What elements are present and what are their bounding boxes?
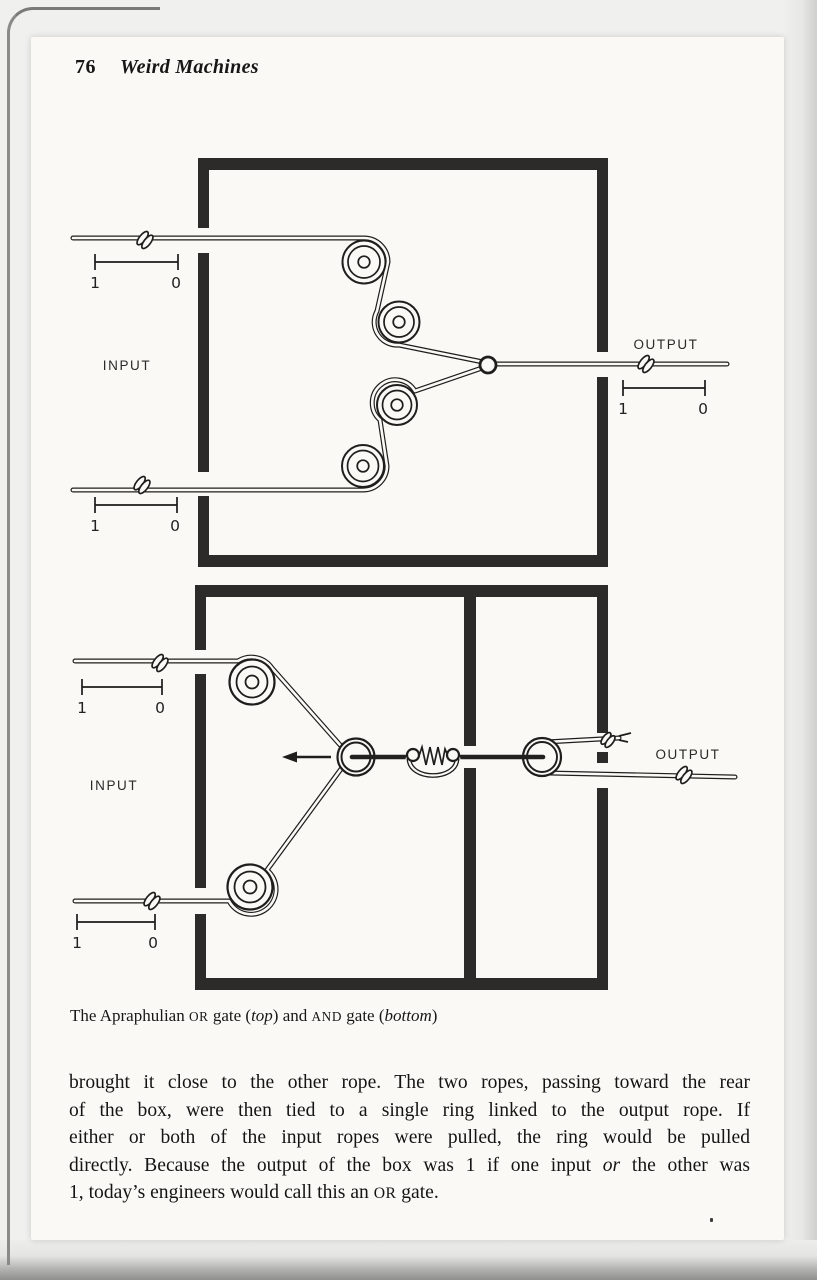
- caption-text: The Apraphulian: [70, 1006, 189, 1025]
- paragraph-line: of the box, were then tied to a single ring linked to the output rope. If: [69, 1099, 750, 1121]
- rope-knot-icon: [599, 731, 616, 749]
- left-arrow-icon: [282, 752, 331, 763]
- or-gate-output-ring: [480, 357, 496, 373]
- caption-text: ): [431, 1006, 438, 1025]
- and-gate-input-rope-top: [75, 657, 341, 746]
- paragraph-line: [69, 1152, 750, 1180]
- or-gate-pulley-4: [342, 445, 384, 487]
- and-gate-anchored-rope-stub: [546, 733, 631, 742]
- scan-speck: [710, 1218, 713, 1222]
- and-gate-diagram: [72, 585, 735, 990]
- ruler-label-one: 1: [618, 400, 628, 418]
- rope-knot-icon: [142, 891, 162, 911]
- or-gate-input-rope-bottom: [73, 368, 482, 490]
- caption-text: gate (: [208, 1006, 252, 1025]
- and-gate-eye-left: [407, 749, 419, 761]
- paragraph-text: 1, today’s engineers would call this an: [69, 1182, 374, 1203]
- and-gate-pulley-bottom-left: [228, 865, 273, 910]
- paragraph-text: gate.: [396, 1182, 439, 1203]
- or-gate-diagram: [73, 158, 727, 567]
- and-gate-ruler-input-top: [77, 679, 165, 717]
- rope-knot-icon: [135, 230, 155, 250]
- ruler-label-one: 1: [90, 517, 100, 535]
- rope-knot-icon: [150, 653, 170, 673]
- chapter-title: Weird Machines: [120, 56, 259, 78]
- or-gate-input-rope-top: [73, 238, 483, 362]
- paragraph-text: the other was: [620, 1154, 750, 1176]
- paragraph-or-smallcaps: OR: [373, 1185, 397, 1202]
- or-gate-ruler-output: [618, 380, 708, 418]
- ruler-label-one: 1: [72, 934, 82, 952]
- and-gate-input-label: INPUT: [89, 778, 139, 793]
- paragraph-line: [69, 1179, 750, 1208]
- ruler-label-zero: 0: [148, 934, 158, 952]
- ruler-label-one: 1: [77, 699, 87, 717]
- and-gate-pulley-top-left: [230, 660, 275, 705]
- or-gate-input-label: INPUT: [102, 358, 152, 373]
- figure-caption: [70, 1006, 590, 1026]
- ruler-label-one: 1: [90, 274, 100, 292]
- ruler-label-zero: 0: [698, 400, 708, 418]
- and-gate-spring: [419, 747, 448, 765]
- or-gate-ruler-input-top: [90, 254, 181, 292]
- ruler-label-zero: 0: [170, 517, 180, 535]
- ruler-label-zero: 0: [171, 274, 181, 292]
- rope-knot-icon: [636, 354, 656, 374]
- caption-text: gate (: [342, 1006, 385, 1025]
- caption-top-italic: top: [251, 1006, 273, 1025]
- and-gate-output-rope: [549, 773, 735, 777]
- and-gate-eye-right: [447, 749, 459, 761]
- caption-bottom-italic: bottom: [384, 1006, 432, 1025]
- or-gate-pulley-2: [379, 302, 420, 343]
- and-gate-box-walls: [195, 585, 608, 990]
- paragraph-line: either or both of the input ropes were pulled, the ring would be pulled: [69, 1127, 750, 1148]
- and-gate-ruler-input-bottom: [72, 914, 158, 952]
- paragraph-line: brought it close to the other rope. The two ropes, passing toward the rear: [69, 1072, 750, 1093]
- paragraph-or-italic: or: [602, 1154, 621, 1176]
- and-gate-output-label: OUTPUT: [655, 747, 721, 762]
- rope-knot-icon: [674, 765, 694, 785]
- caption-text: ) and: [272, 1006, 312, 1025]
- caption-or-smallcaps: OR: [188, 1009, 209, 1024]
- caption-and-smallcaps: AND: [311, 1009, 343, 1024]
- body-paragraph: [69, 1069, 750, 1208]
- or-gate-pulley-1: [343, 241, 386, 284]
- paragraph-text: directly. Because the output of the box was 1 if one input: [69, 1154, 603, 1176]
- or-gate-output-label: OUTPUT: [633, 337, 699, 352]
- ruler-label-zero: 0: [155, 699, 165, 717]
- or-gate-ruler-input-bottom: [90, 497, 180, 535]
- page-number: 76: [75, 56, 96, 78]
- or-gate-pulley-3: [377, 385, 417, 425]
